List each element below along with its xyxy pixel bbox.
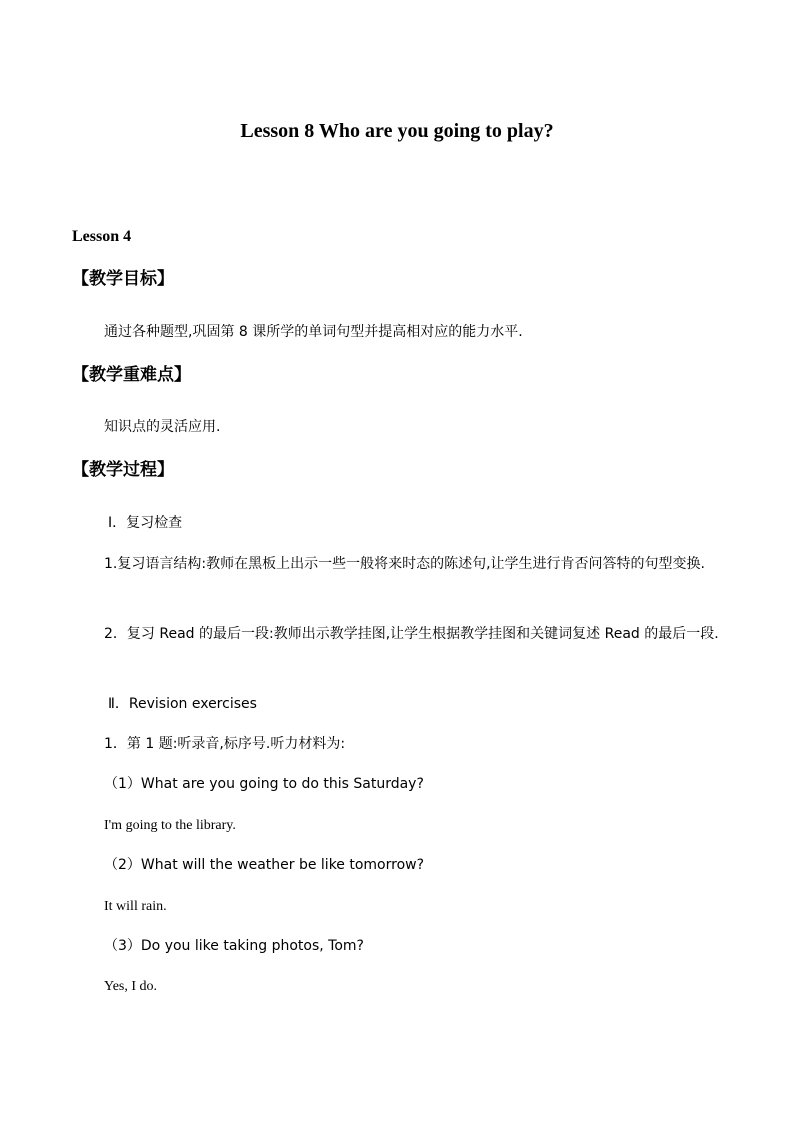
part2-title: Ⅱ．Revision exercises <box>108 696 257 712</box>
exercise1-intro: 1．第 1 题:听录音,标序号.听力材料为: <box>104 736 346 752</box>
document-title: Lesson 8 Who are you going to play? <box>240 120 554 142</box>
question-2: （2）What will the weather be like tomorrow? <box>104 857 425 873</box>
part1-title: Ⅰ．复习检查 <box>108 515 183 531</box>
key-points-text: 知识点的灵活应用. <box>104 419 221 435</box>
process-item-2: 2．复习 Read 的最后一段:教师出示教学挂图,让学生根据教学挂图和关键词复述 Read 的最后一段. <box>104 626 719 642</box>
lesson-label: Lesson 4 <box>72 228 132 245</box>
process-item-1: 1.复习语言结构:教师在黑板上出示一些一般将来时态的陈述句,让学生进行肯否问答特的句型变换. <box>104 556 705 572</box>
key-points-heading: 【教学重难点】 <box>72 365 191 385</box>
goals-text: 通过各种题型,巩固第 8 课所学的单词句型并提高相对应的能力水平. <box>104 324 523 340</box>
answer-2: It will rain. <box>104 899 167 914</box>
answer-3: Yes, I do. <box>104 979 158 994</box>
answer-1: I'm going to the library. <box>104 818 236 833</box>
question-1: （1）What are you going to do this Saturday? <box>104 776 424 792</box>
goals-heading: 【教学目标】 <box>72 269 174 289</box>
question-3: （3）Do you like taking photos, Tom? <box>104 938 364 954</box>
process-heading: 【教学过程】 <box>72 460 174 480</box>
